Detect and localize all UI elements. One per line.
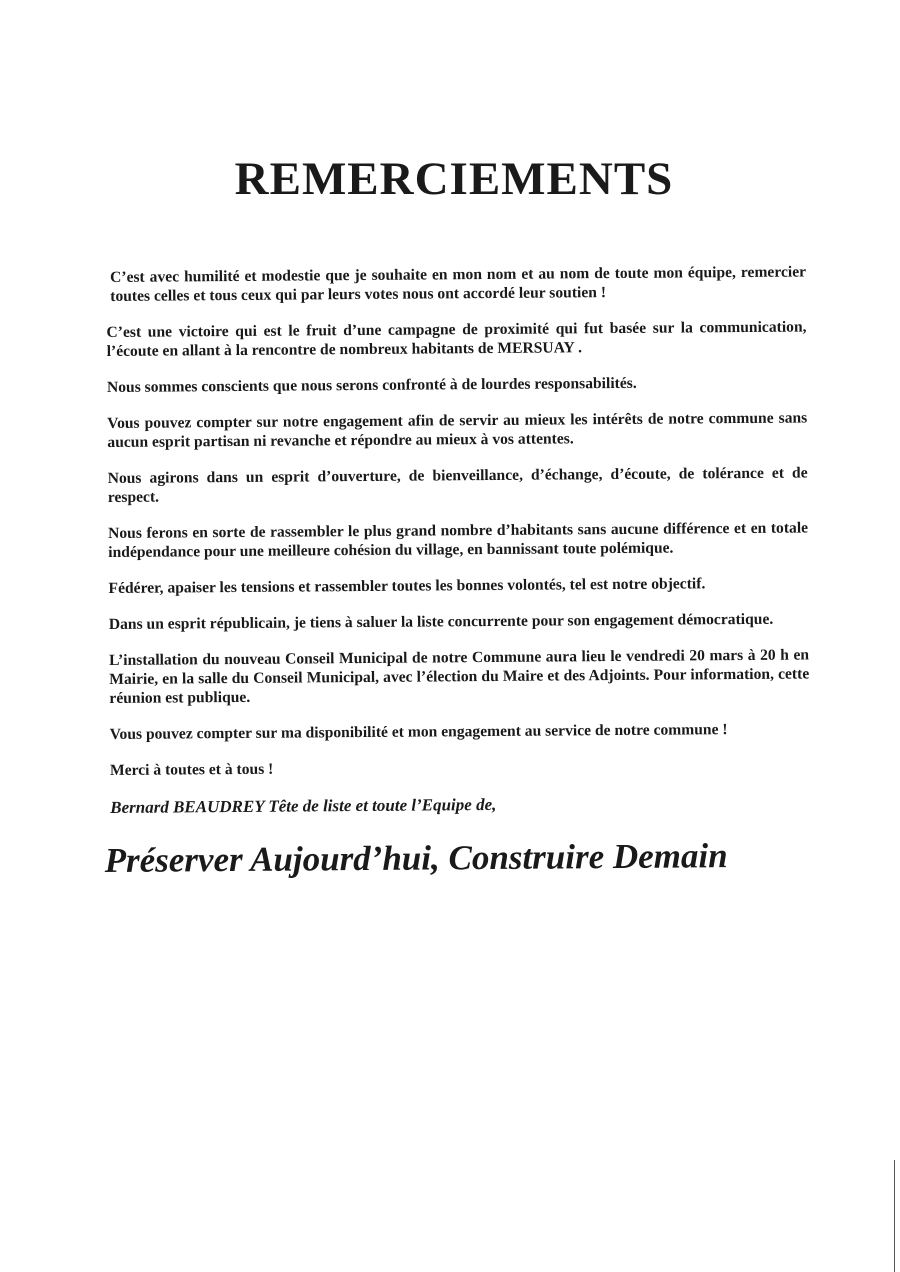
paragraph-commitment: Vous pouvez compter sur notre engagement afin de servir au mieux les intérêts de notre commune sans aucun esprit partisan ni revanche et répondre au mieux à vos attentes.	[107, 409, 808, 451]
page-title: REMERCIEMENTS	[234, 153, 674, 205]
paragraph-closing: Merci à toutes et à tous !	[109, 760, 274, 779]
letter-body	[106, 263, 811, 881]
paragraph-responsibilities: Nous sommes conscients que nous serons confronté à de lourdes responsabilités.	[106, 374, 637, 396]
paragraph-thanks: C’est avec humilité et modestie que je souhaite en mon nom et au nom de toute mon équipe, remercier toutes celles et tous ceux qui par leurs votes nous ont accordé leur soutien !	[110, 263, 807, 305]
scan-edge-line	[894, 1160, 895, 1272]
slogan: Préserver Aujourd’hui, Construire Demain	[104, 836, 728, 881]
signature: Bernard BEAUDREY Tête de liste et toute l’Equipe de,	[110, 794, 497, 817]
paragraph-availability: Vous pouvez compter sur ma disponibilité et mon engagement au service de notre commune !	[109, 721, 728, 743]
paragraph-openness: Nous agirons dans un esprit d’ouverture, de bienveillance, d’échange, d’écoute, de tolérance et de respect.	[107, 464, 808, 506]
paragraph-victory: C’est une victoire qui est le fruit d’une campagne de proximité qui fut basée sur la communication, l’écoute en allant à la rencontre de nombreux habitants de MERSUAY .	[106, 318, 807, 360]
paragraph-objective: Fédérer, apaiser les tensions et rassembler toutes les bonnes volontés, tel est notre objectif.	[108, 575, 706, 597]
paragraph-republican: Dans un esprit républicain, je tiens à saluer la liste concurrente pour son engagement démocratique.	[108, 610, 774, 633]
paragraph-unity: Nous ferons en sorte de rassembler le plus grand nombre d’habitants sans aucune différence et en totale indépendance pour une meilleure cohésion du village, en bannissant toute polémique.	[108, 519, 809, 561]
paragraph-installation: L’installation du nouveau Conseil Municipal de notre Commune aura lieu le vendredi 20 mars à 20 h en Mairie, en la salle du Conseil Municipal, avec l’élection du Maire et des Adjoints. Pour information, cette réunion est publique.	[109, 646, 810, 707]
